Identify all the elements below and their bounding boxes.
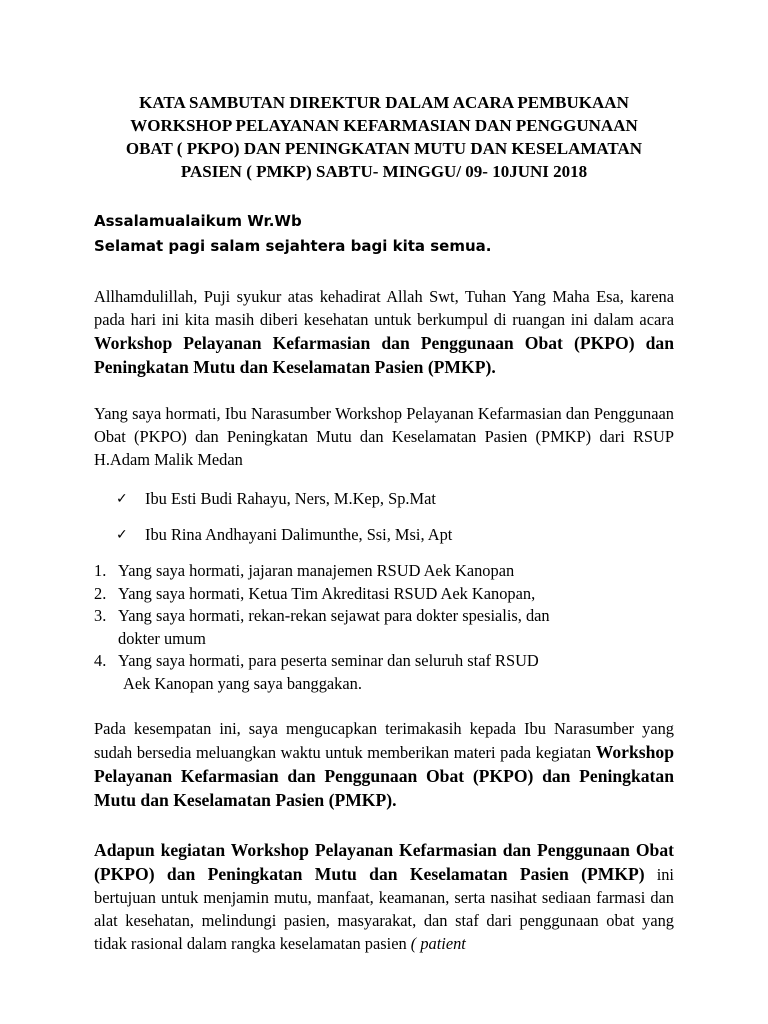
list-item	[94, 488, 674, 510]
list-item-text-continued: Aek Kanopan yang saya banggakan.	[123, 673, 362, 693]
list-item	[94, 524, 674, 546]
check-icon: ✓	[116, 491, 128, 507]
paragraph-opening	[94, 285, 674, 379]
title-line-4: PASIEN ( PMKP) SABTU- MINGGU/ 09- 10JUNI 2018	[180, 162, 588, 181]
paragraph-opening-event-name: Workshop Pelayanan Kefarmasian dan Penggunaan Obat (PKPO) dan Peningkatan Mutu dan Keselamatan Pasien (PMKP).	[94, 333, 674, 377]
list-number: 4.	[94, 651, 107, 670]
paragraph-purpose-event-name: Adapun kegiatan Workshop Pelayanan Kefarmasian dan Penggunaan Obat (PKPO) dan Peningkatan Mutu dan Keselamatan Pasien (PMKP)	[94, 840, 674, 884]
document-title	[94, 0, 674, 183]
paragraph-opening-text: Allhamdulillah, Puji syukur atas kehadirat Allah Swt, Tuhan Yang Maha Esa, karena pada hari ini kita masih diberi kesehatan untuk berkumpul di ruangan ini dalam acara	[94, 287, 674, 329]
speaker-name: Ibu Esti Budi Rahayu, Ners, M.Kep, Sp.Mat	[145, 489, 436, 508]
greeting	[94, 209, 674, 259]
paragraph-thanks	[94, 717, 674, 812]
speaker-list	[94, 488, 674, 546]
honorific-list	[94, 560, 674, 695]
list-item	[94, 583, 674, 606]
paragraph-thanks-text: Pada kesempatan ini, saya mengucapkan terimakasih kepada Ibu Narasumber yang sudah bersedia meluangkan waktu untuk memberikan materi pada kegiatan	[94, 719, 674, 762]
list-number: 1.	[94, 561, 107, 580]
greeting-line-1: Assalamualaikum Wr.Wb	[94, 212, 302, 230]
check-icon: ✓	[116, 527, 128, 543]
greeting-line-2: Selamat pagi salam sejahtera bagi kita semua.	[94, 237, 492, 255]
paragraph-respect-speakers	[94, 402, 674, 471]
paragraph-purpose-italic: ( patient	[410, 934, 466, 953]
speaker-name: Ibu Rina Andhayani Dalimunthe, Ssi, Msi, Apt	[145, 525, 453, 544]
title-line-1: KATA SAMBUTAN DIREKTUR DALAM ACARA PEMBUKAAN	[139, 93, 629, 112]
list-item-text-continued: dokter umum	[118, 628, 206, 648]
list-item-text: Yang saya hormati, jajaran manajemen RSUD Aek Kanopan	[118, 561, 515, 580]
paragraph-thanks-event-name: Workshop Pelayanan Kefarmasian dan Penggunaan Obat (PKPO) dan Peningkatan Mutu dan Keselamatan Pasien (PMKP).	[94, 742, 674, 810]
list-item-text: Yang saya hormati, para peserta seminar dan seluruh staf RSUD	[118, 651, 539, 670]
list-item	[94, 650, 674, 695]
list-item	[94, 605, 674, 650]
list-number: 2.	[94, 583, 107, 603]
list-number: 3.	[94, 606, 107, 625]
title-line-3: OBAT ( PKPO) DAN PENINGKATAN MUTU DAN KESELAMATAN	[125, 139, 643, 158]
paragraph-purpose-text: ini bertujuan untuk menjamin mutu, manfaat, keamanan, serta nasihat sediaan farmasi dan alat kesehatan, melindungi pasien, masyarakat, dan staf dari penggunaan obat yang tidak rasional dalam rangka keselamatan pasien	[94, 865, 674, 953]
title-line-2: WORKSHOP PELAYANAN KEFARMASIAN DAN PENGGUNAAN	[130, 116, 638, 135]
paragraph-purpose	[94, 838, 674, 955]
list-item	[94, 560, 674, 583]
paragraph-respect-speakers-text: Yang saya hormati, Ibu Narasumber Workshop Pelayanan Kefarmasian dan Penggunaan Obat (PKPO) dan Peningkatan Mutu dan Keselamatan Pasien (PMKP) dari RSUP H.Adam Malik Medan	[94, 404, 674, 469]
list-item-text: Yang saya hormati, Ketua Tim Akreditasi RSUD Aek Kanopan,	[118, 583, 536, 603]
list-item-text: Yang saya hormati, rekan-rekan sejawat para dokter spesialis, dan	[118, 606, 550, 625]
